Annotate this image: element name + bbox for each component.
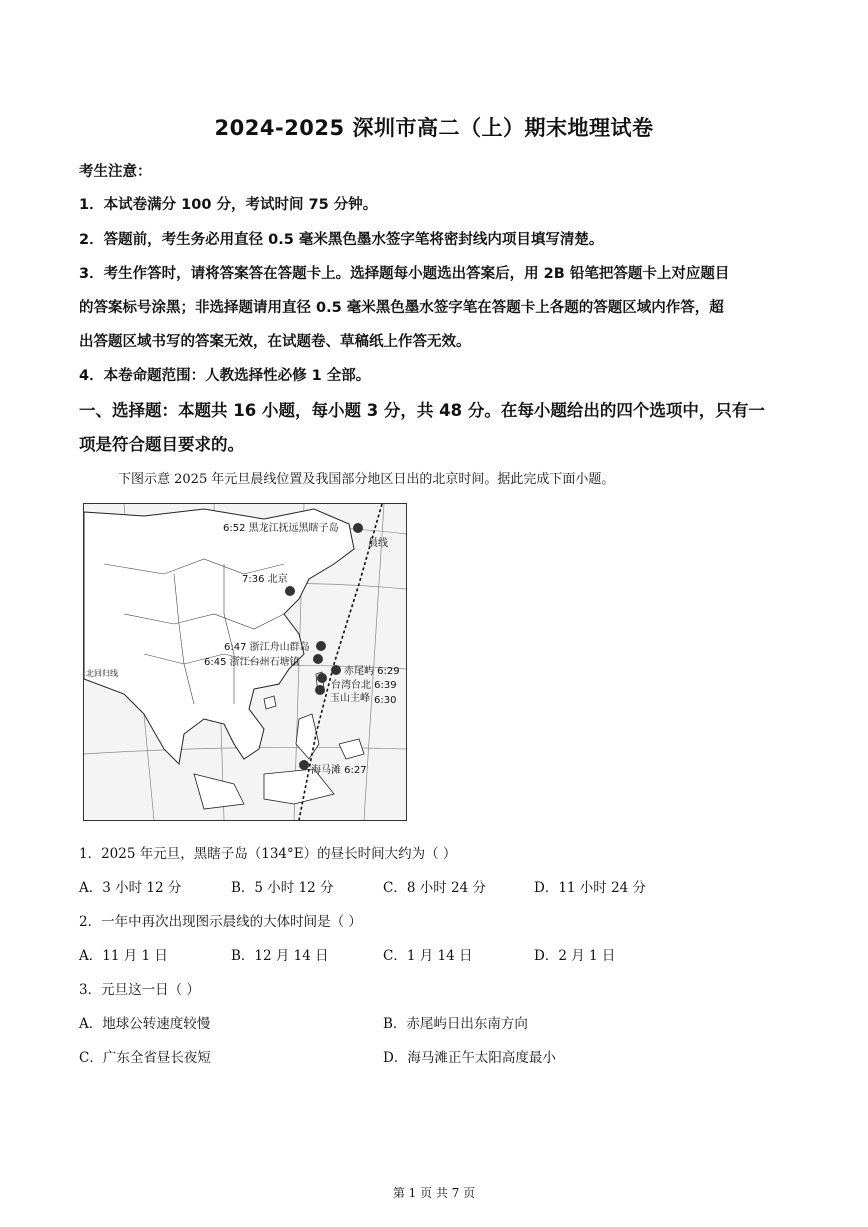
label-zhoushan: 6:47 浙江舟山群岛 (224, 642, 310, 653)
label-shitang: 6:45 浙江台州石塘镇 (204, 657, 300, 668)
label-yushan: 玉山主峰 (330, 693, 370, 704)
q2-option-d[interactable]: D．2 月 1 日 (534, 948, 616, 964)
q1-option-c[interactable]: C．8 小时 24 分 (383, 880, 486, 896)
label-taibei: 台湾台北 6:39 (331, 680, 397, 691)
notice-item-3-cont: 的答案标号涂黑；非选择题请用直径 0.5 毫米黑色墨水签字笔在答题卡上各题的答题区域内作答，超 (79, 300, 724, 316)
label-yushan-time: 6:30 (374, 695, 397, 706)
q1-option-d[interactable]: D．11 小时 24 分 (534, 880, 647, 896)
notice-item-3-cont2: 出答题区域书写的答案无效，在试题卷、草稿纸上作答无效。 (79, 334, 471, 350)
point-beijing (285, 586, 295, 596)
dawn-line-label: 晨线 (368, 538, 388, 549)
point-yushan (315, 685, 325, 695)
section-heading: 一、选择题：本题共 16 小题，每小题 3 分，共 48 分。在每小题给出的四个选项中，只有一 (79, 401, 765, 420)
point-zhoushan (316, 641, 326, 651)
q2-option-b[interactable]: B．12 月 14 日 (231, 948, 329, 964)
q3-option-c[interactable]: C．广东全省昼长夜短 (79, 1050, 211, 1066)
page-footer: 第 1 页 共 7 页 (392, 1186, 476, 1200)
label-haimatan: 海马滩 6:27 (311, 765, 367, 776)
notice-item-2: 2．答题前，考生务必用直径 0.5 毫米黑色墨水签字笔将密封线内项目填写清楚。 (79, 232, 604, 248)
section-heading-cont: 项是符合题目要求的。 (79, 435, 244, 454)
q2-option-a[interactable]: A．11 月 1 日 (79, 948, 168, 964)
point-chiwei (331, 665, 341, 675)
page-title: 2024-2025 深圳市高二（上）期末地理试卷 (214, 116, 654, 140)
point-haimatan (299, 760, 309, 770)
point-shitang (313, 654, 323, 664)
intro-text: 下图示意 2025 年元旦晨线位置及我国部分地区日出的北京时间。据此完成下面小题。 (118, 472, 615, 487)
notice-item-4: 4．本卷命题范围：人教选择性必修 1 全部。 (79, 368, 371, 384)
point-heixiazi (353, 523, 363, 533)
question-1: 1．2025 年元旦，黑瞎子岛（134°E）的昼长时间大约为（ ） (79, 846, 457, 862)
notice-item-3: 3．考生作答时，请将答案答在答题卡上。选择题每小题选出答案后，用 2B 铅笔把答题卡上对应题目 (79, 266, 730, 282)
q3-option-a[interactable]: A．地球公转速度较慢 (79, 1016, 211, 1032)
question-2: 2．一年中再次出现图示晨线的大体时间是（ ） (79, 914, 362, 930)
point-taibei (317, 673, 327, 683)
label-chiwei: 赤尾屿 6:29 (344, 666, 400, 677)
map-graphic (84, 504, 406, 820)
q1-option-a[interactable]: A．3 小时 12 分 (79, 880, 182, 896)
label-tropic: 北回归线 (86, 669, 118, 678)
q3-option-d[interactable]: D．海马滩正午太阳高度最小 (383, 1050, 556, 1066)
label-beijing: 7:36 北京 (242, 574, 288, 585)
notice-item-1: 1．本试卷满分 100 分，考试时间 75 分钟。 (79, 197, 378, 213)
notice-heading: 考生注意： (79, 164, 152, 180)
dawn-line-map (83, 503, 407, 821)
q1-option-b[interactable]: B．5 小时 12 分 (231, 880, 334, 896)
q2-option-c[interactable]: C．1 月 14 日 (383, 948, 473, 964)
q3-option-b[interactable]: B．赤尾屿日出东南方向 (383, 1016, 528, 1032)
question-3: 3．元旦这一日（ ） (79, 982, 200, 998)
label-heixiazi: 6:52 黑龙江抚远黑瞎子岛 (223, 523, 339, 534)
